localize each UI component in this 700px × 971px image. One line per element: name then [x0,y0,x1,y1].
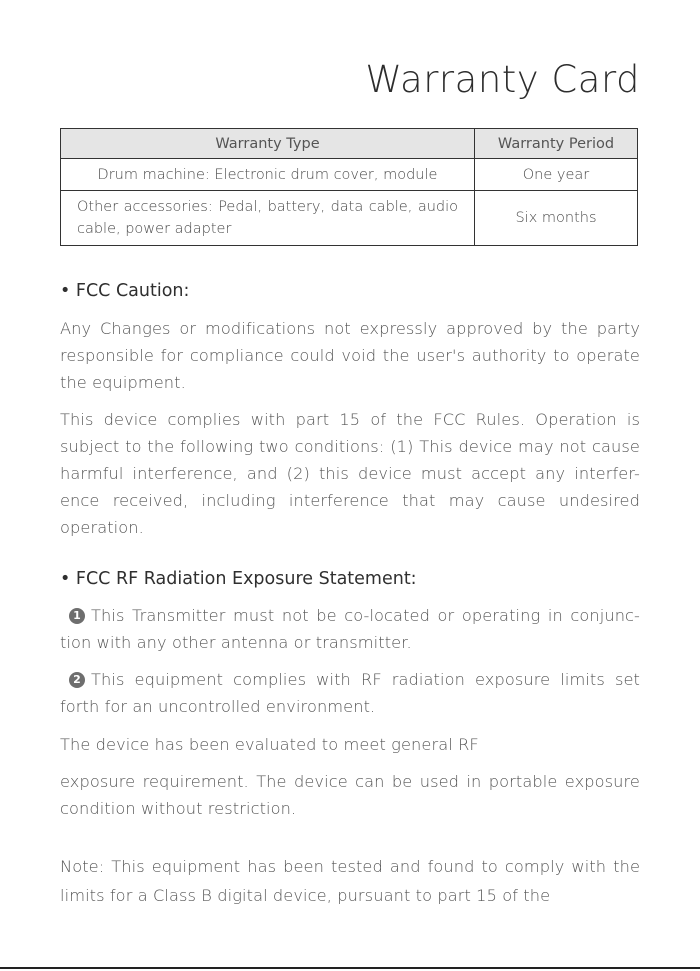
table-header-row [61,129,638,159]
table-row [61,159,638,191]
number-badge-1: 1 [69,608,85,624]
column-header-period: Warranty Period [475,129,638,159]
fcc-rf-item-2 [60,666,640,720]
page-title: Warranty Card [365,58,640,101]
fcc-rf-item-1 [60,602,640,656]
fcc-rf-paragraph-3: The device has been evaluated to meet general RF [60,735,479,754]
fcc-caution-paragraph-1: Any Changes or modifications not expressly approved by the party responsible for compliance could void the user's authority to operate the equipment. [60,319,640,392]
note-paragraph: Note: This equipment has been tested and found to comply with the limits for a Class B digital device, pursuant to part 15 of the [60,857,640,905]
table-cell-period: One year [475,159,638,191]
warranty-table [60,128,638,246]
column-header-type: Warranty Type [61,129,475,159]
fcc-rf-heading: • FCC RF Radiation Exposure Statement: [60,569,417,589]
fcc-rf-paragraph-4: exposure requirement. The device can be used in portable exposure condition without restriction. [60,772,640,818]
number-badge-2: 2 [69,672,85,688]
fcc-rf-item-2-text: This equipment complies with RF radiation exposure limits set forth for an uncontrolled environment. [60,670,640,716]
fcc-caution-heading: • FCC Caution: [60,281,190,301]
table-cell-type: Drum machine: Electronic drum cover, module [61,159,475,191]
fcc-caution-paragraph-2: This device complies with part 15 of the FCC Rules. Operation is subject to the following two conditions: (1) This device may not cause harmful interference, and (2) this device must accept any interfer- ence received, including interference that may cause undesired operation. [60,410,640,537]
table-row [61,191,638,246]
page-bottom-rule [0,967,700,969]
table-cell-period: Six months [475,191,638,246]
fcc-rf-item-1-text: This Transmitter must not be co-located or operating in conjunc- tion with any other antenna or transmitter. [60,606,640,652]
table-cell-type: Other accessories: Pedal, battery, data cable, audio cable, power adapter [61,191,475,246]
